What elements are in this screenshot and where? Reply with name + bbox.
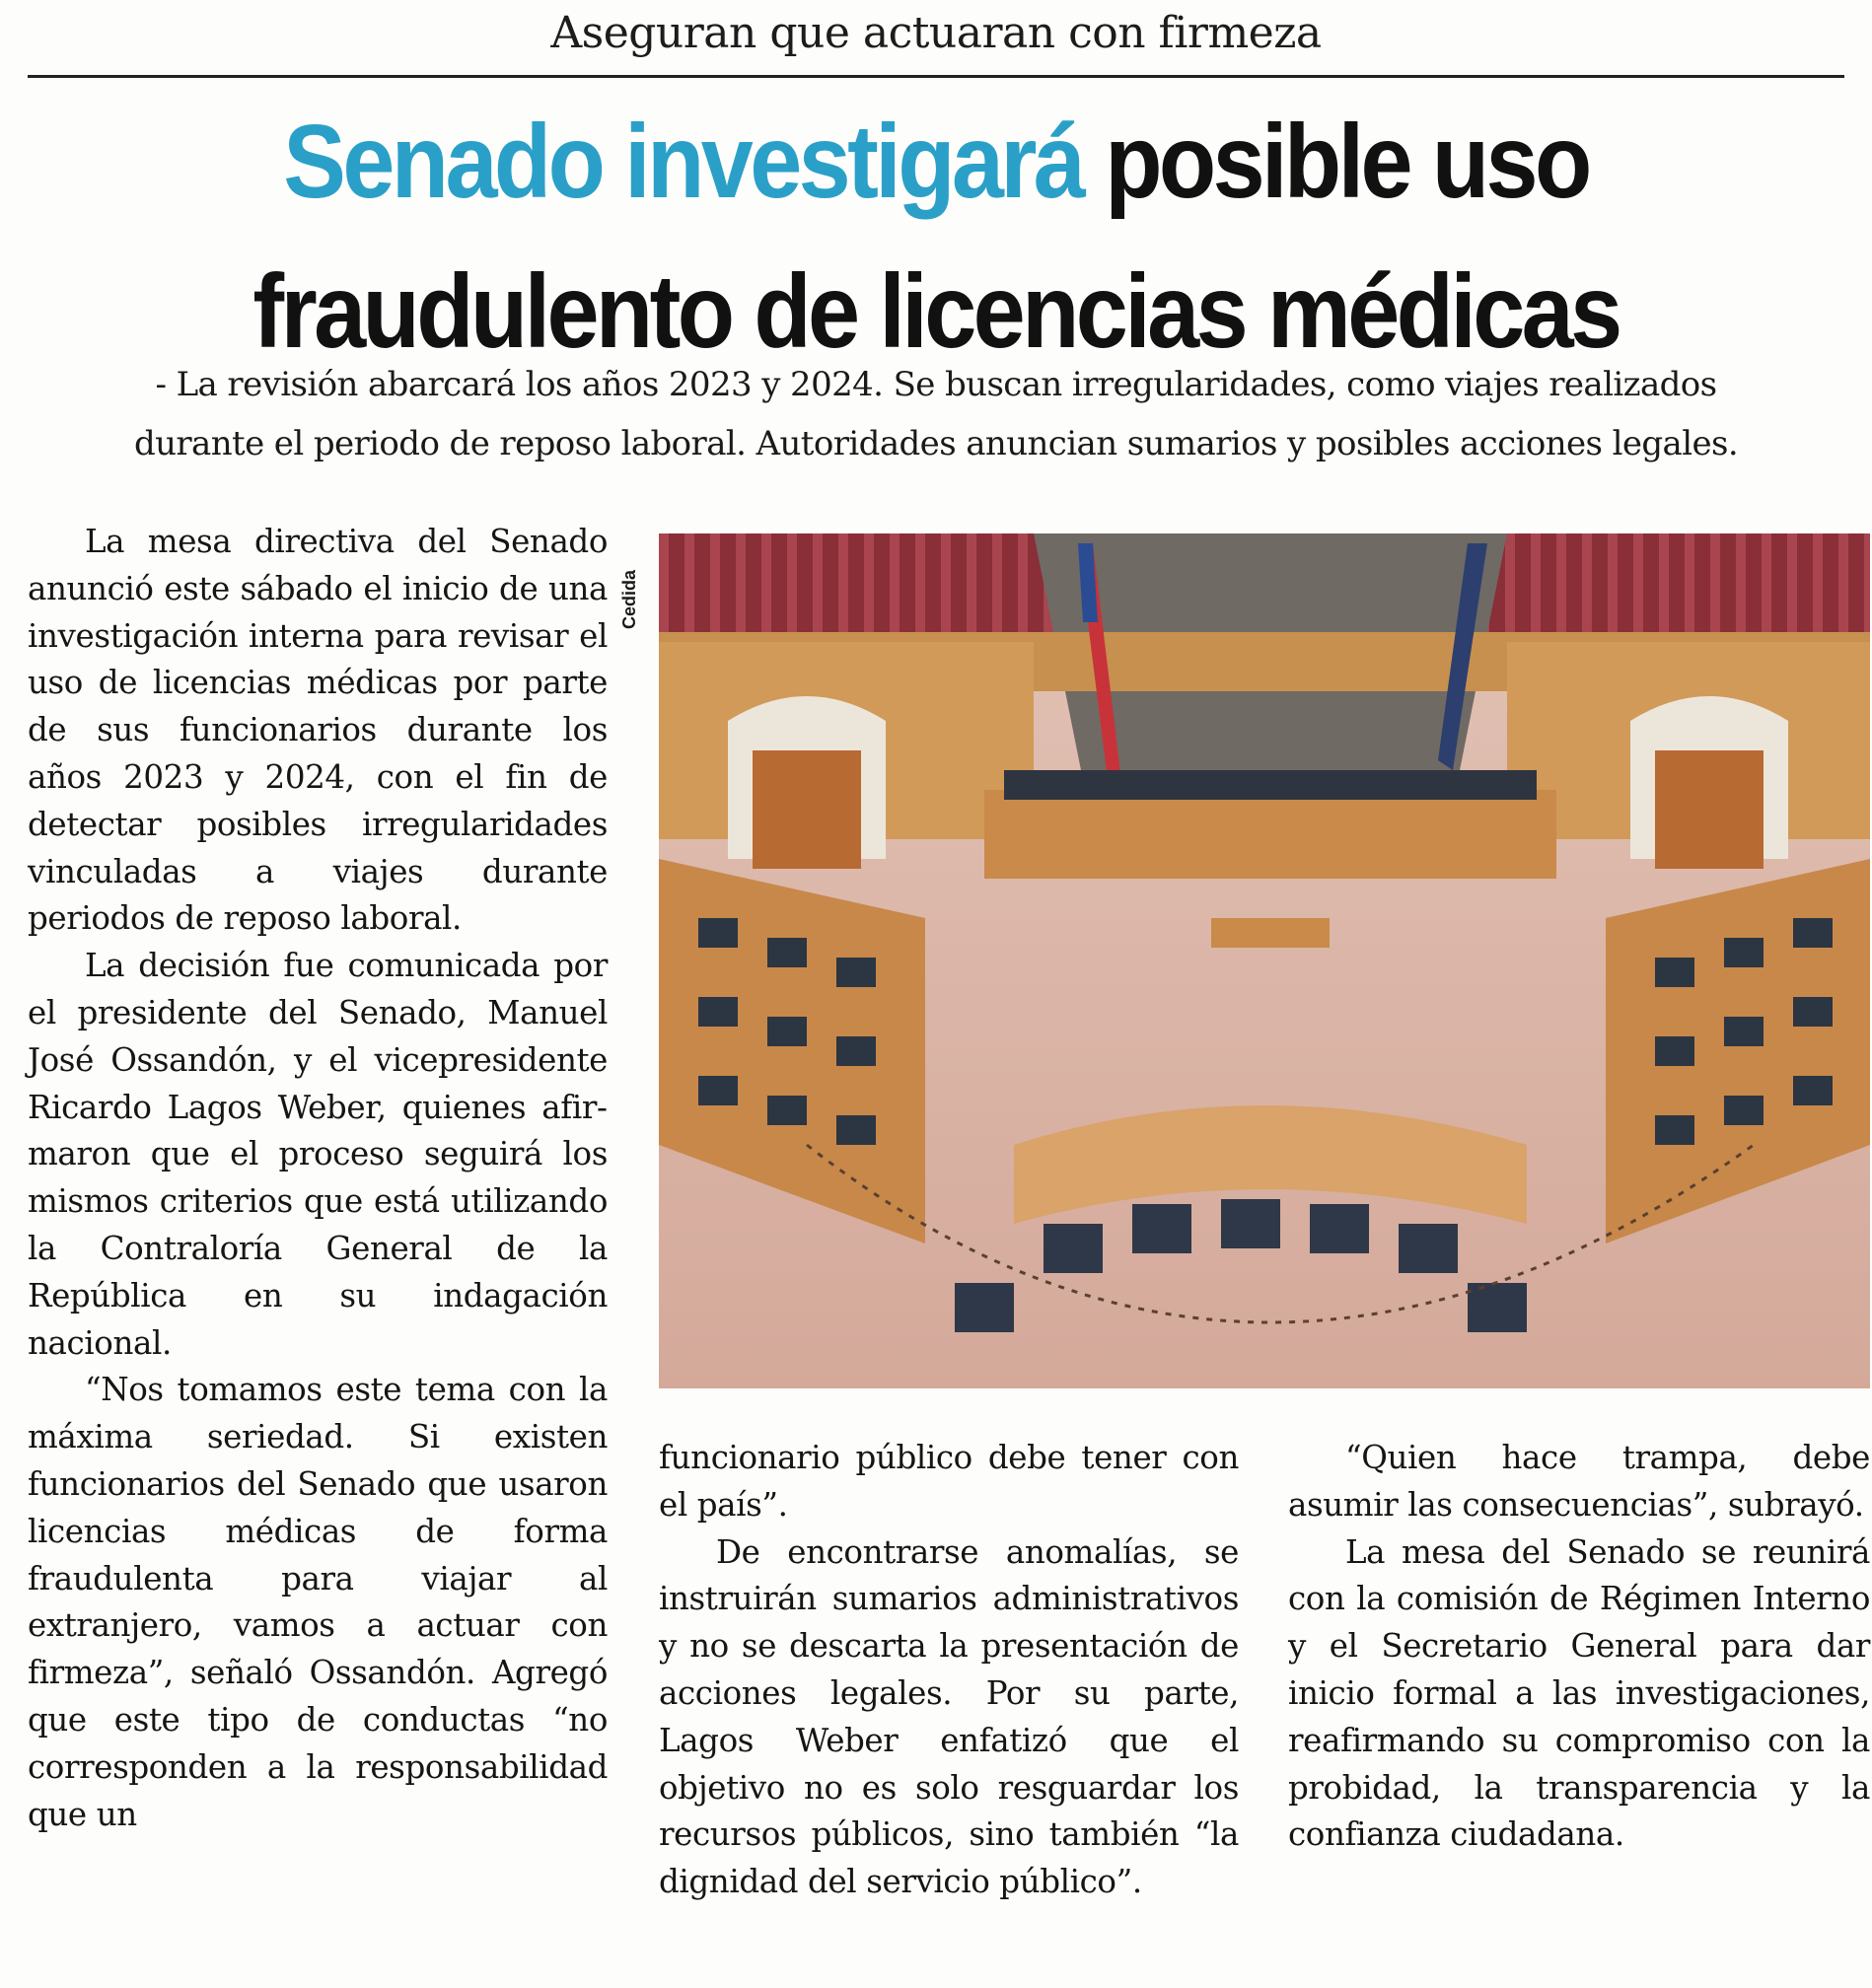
deck — [30, 355, 1842, 473]
headline-accent: Senado investigará — [283, 104, 1083, 220]
column-1 — [28, 519, 608, 1838]
column-2-paragraph-1: funcionario público debe tener con el país”. — [659, 1439, 1239, 1524]
column-3-paragraph-1: “Quien hace trampa, debe asumir las consecuencias”, subrayó. — [1288, 1439, 1870, 1524]
column-3-paragraph-2: La mesa del Senado se reunirá con la comisión de Régimen Interno y el Secretario General para dar inicio formal a las investigaciones, reafirmando su compromiso con la probidad, la transparencia y la confianza ciudadana. — [1288, 1532, 1870, 1854]
senate-chamber-photo — [659, 533, 1870, 1388]
kicker: Aseguran que actuaran con firmeza — [550, 8, 1322, 58]
photo-credit — [619, 540, 649, 629]
deck-line-2: durante el periodo de reposo laboral. Autoridades anuncian sumarios y posibles acciones legales. — [133, 424, 1739, 463]
column-1-paragraph-3: “Nos tomamos este tema con la máxima seriedad. Si existen funcionarios del Senado que usaron licencias médicas de forma fraudulenta para viajar al extranjero, vamos a actuar con firmeza”, señaló Ossandón. Agregó que este tipo de conductas “no corresponden a la responsabilidad que un — [28, 1371, 608, 1833]
headline-line-2: fraudulento de licencias médicas — [252, 253, 1620, 370]
headline-rest: posible uso — [1105, 104, 1589, 220]
photo-credit-text: Cedida — [619, 569, 639, 629]
column-2 — [659, 1435, 1239, 1906]
kicker-rule — [28, 75, 1844, 78]
column-2-paragraph-2: De encontrarse anomalías, se instruirán sumarios administrativos y no se descarta la presentación de acciones legales. Por su parte, Lagos Weber enfatizó que el objetivo no es solo resguardar los recursos públicos, sino también “la dignidad del servicio público”. — [659, 1532, 1239, 1901]
column-1-paragraph-2: La decisión fue comunicada por el presidente del Senado, Manuel José Ossandón, y el vicepresidente Ricardo Lagos Weber, quienes afirmaron que el proceso seguirá los mismos criterios que está utilizando la Contraloría General de la República en su indagación nacional. — [28, 947, 608, 1362]
column-3 — [1288, 1435, 1870, 1859]
headline — [94, 87, 1778, 387]
deck-line-1: - La revisión abarcará los años 2023 y 2024. Se buscan irregularidades, como viajes realizados — [155, 365, 1717, 404]
column-1-paragraph-1: La mesa directiva del Senado anunció este sábado el inicio de una investigación interna para revisar el uso de licencias médicas por parte de sus funcionarios durante los años 2023 y 2024, con el fin de detectar posibles irregularidades vinculadas a viajes durante periodos de reposo laboral. — [28, 523, 608, 938]
